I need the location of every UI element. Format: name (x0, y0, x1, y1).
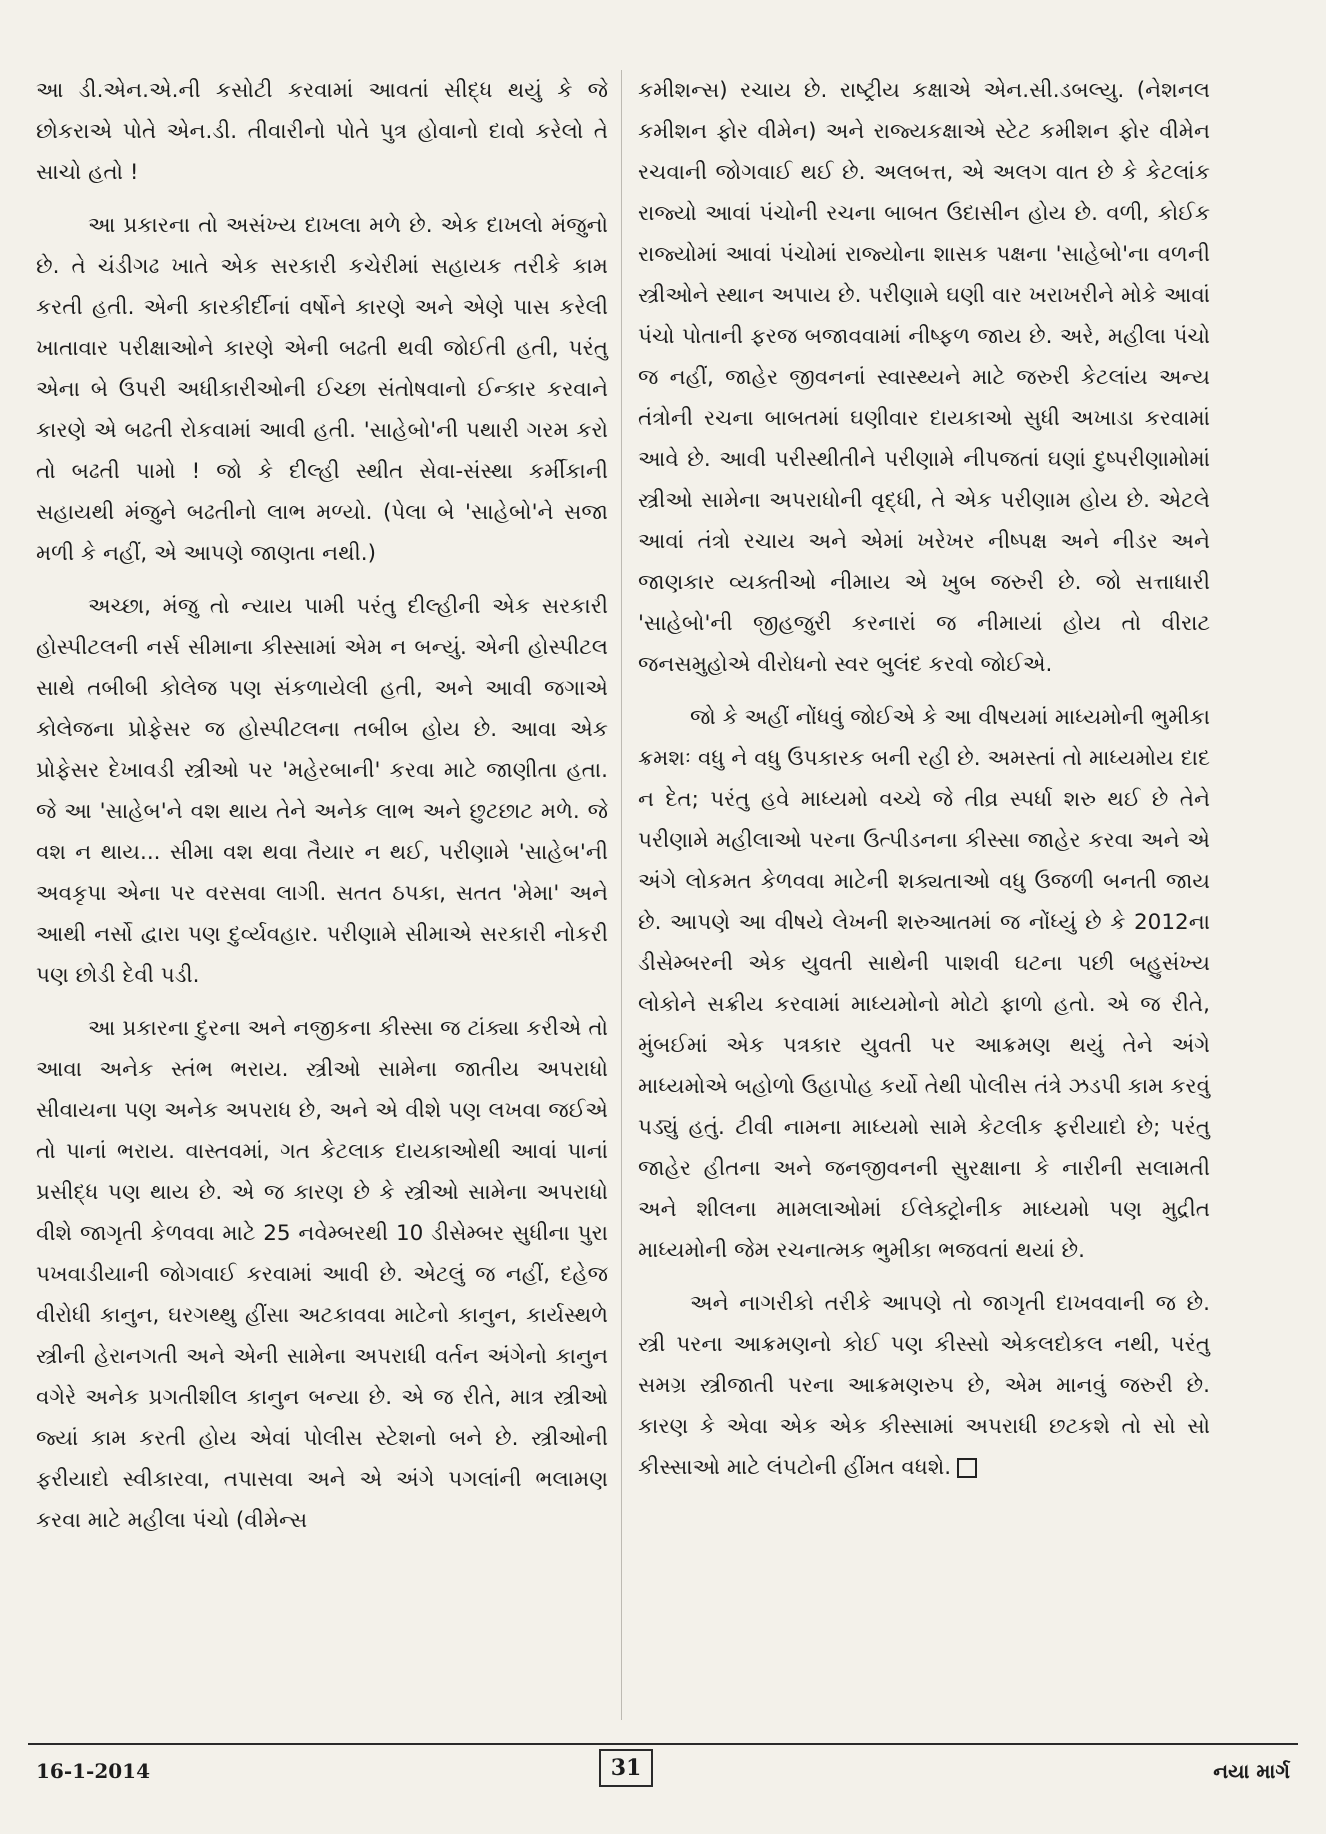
paragraph-text: અને નાગરીકો તરીકે આપણે તો જાગૃતી દાખવવાની જ છે. સ્ત્રી પરના આક્રમણનો કોઈ પણ કીસ્સો એકલદોકલ નથી, પરંતુ સમગ્ર સ્ત્રીજાતી પરના આક્રમણરુપ છે, એમ માનવું જરુરી છે. કારણ કે એવા એક એક કીસ્સામાં અપરાધી છટકશે તો સો સો કીસ્સાઓ માટે લંપટોની હીંમત વધશે. (638, 1291, 1210, 1480)
paragraph-final (638, 1283, 1210, 1488)
paragraph: આ ડી.એન.એ.ની કસોટી કરવામાં આવતાં સીદ્ધ થયું કે જે છોકરાએ પોતે એન.ડી. તીવારીનો પોતે પુત્ર હોવાનો દાવો કરેલો તે સાચો હતો ! (36, 78, 608, 185)
left-column (36, 70, 608, 1553)
footer-rule (28, 1743, 1298, 1745)
column-divider (621, 70, 622, 1720)
end-mark-icon (957, 1458, 977, 1478)
page-number: 31 (599, 1749, 653, 1787)
right-column (638, 70, 1210, 1500)
magazine-name: નયા માર્ગ (1213, 1759, 1290, 1783)
paragraph: કમીશન્સ) રચાય છે. રાષ્ટ્રીય કક્ષાએ એન.સી.ડબલ્યુ. (નેશનલ કમીશન ફોર વીમેન) અને રાજ્યકક્ષાએ સ્ટેટ કમીશન ફોર વીમેન રચવાની જોગવાઈ થઈ છે. અલબત્ત, એ અલગ વાત છે કે કેટલાંક રાજ્યો આવાં પંચોની રચના બાબત ઉદાસીન હોય છે. વળી, કોઈક રાજ્યોમાં આવાં પંચોમાં રાજ્યોના શાસક પક્ષના 'સાહેબો'ના વળની સ્ત્રીઓને સ્થાન અપાય છે. પરીણામે ઘણી વાર ખરાખરીને મોકે આવાં પંચો પોતાની ફરજ બજાવવામાં નીષ્ફળ જાય છે. અરે, મહીલા પંચો જ નહીં, જાહેર જીવનનાં સ્વાસ્થ્યને માટે જરુરી કેટલાંય અન્ય તંત્રોની રચના બાબતમાં ઘણીવાર દાયકાઓ સુધી અખાડા કરવામાં આવે છે. આવી પરીસ્થીતીને પરીણામે નીપજતાં ઘણાં દુષ્પરીણામોમાં સ્ત્રીઓ સામેના અપરાધોની વૃદ્ધી, તે એક પરીણામ હોય છે. એટલે આવાં તંત્રો રચાય અને એમાં ખરેખર નીષ્પક્ષ અને નીડર અને જાણકાર વ્યક્તીઓ નીમાય એ ખુબ જરુરી છે. જો સત્તાધારી 'સાહેબો'ની જીહજુરી કરનારાં જ નીમાયાં હોય તો વીરાટ જનસમુહોએ વીરોધનો સ્વર બુલંદ કરવો જોઈએ. (638, 78, 1210, 677)
page-footer (28, 1743, 1298, 1795)
paragraph: જો કે અહીં નોંધવું જોઈએ કે આ વીષયમાં માધ્યમોની ભુમીકા ક્રમશઃ વધુ ને વધુ ઉપકારક બની રહી છે. અમસ્તાં તો માધ્યમોય દાદ ન દેત; પરંતુ હવે માધ્યમો વચ્ચે જે તીવ્ર સ્પર્ધા શરુ થઈ છે તેને પરીણામે મહીલાઓ પરના ઉત્પીડનના કીસ્સા જાહેર કરવા અને એ અંગે લોકમત કેળવવા માટેની શક્યતાઓ વધુ ઉજળી બનતી જાય છે. આપણે આ વીષયે લેખની શરુઆતમાં જ નોંધ્યું છે કે 2012ના ડીસેમ્બરની એક યુવતી સાથેની પાશવી ઘટના પછી બહુસંખ્ય લોકોને સક્રીય કરવામાં માધ્યમોનો મોટો ફાળો હતો. એ જ રીતે, મુંબઈમાં એક પત્રકાર યુવતી પર આક્રમણ થયું તેને અંગે માધ્યમોએ બહોળો ઉહાપોહ કર્યો તેથી પોલીસ તંત્રે ઝડપી કામ કરવું પડ્યું હતું. ટીવી નામના માધ્યમો સામે કેટલીક ફરીયાદો છે; પરંતુ જાહેર હીતના અને જનજીવનની સુરક્ષાના કે નારીની સલામતી અને શીલના મામલાઓમાં ઈલેક્ટ્રોનીક માધ્યમો પણ મુદ્રીત માધ્યમોની જેમ રચનાત્મક ભુમીકા ભજવતાં થયાં છે. (638, 705, 1211, 1263)
issue-date: 16-1-2014 (36, 1759, 151, 1783)
paragraph: આ પ્રકારના તો અસંખ્ય દાખલા મળે છે. એક દાખલો મંજુનો છે. તે ચંડીગઢ ખાતે એક સરકારી કચેરીમાં સહાયક તરીકે કામ કરતી હતી. એની કારકીર્દીનાં વર્ષોને કારણે અને એણે પાસ કરેલી ખાતાવાર પરીક્ષાઓને કારણે એની બઢતી થવી જોઈતી હતી, પરંતુ એના બે ઉપરી અધીકારીઓની ઈચ્છા સંતોષવાનો ઈન્કાર કરવાને કારણે એ બઢતી રોકવામાં આવી હતી. 'સાહેબો'ની પથારી ગરમ કરો તો બઢતી પામો ! જો કે દીલ્હી સ્થીત સેવા-સંસ્થા કર્મીકાની સહાયથી મંજુને બઢતીનો લાભ મળ્યો. (પેલા બે 'સાહેબો'ને સજા મળી કે નહીં, એ આપણે જાણતા નથી.) (36, 213, 608, 566)
paragraph: આ પ્રકારના દુરના અને નજીકના કીસ્સા જ ટાંક્યા કરીએ તો આવા અનેક સ્તંભ ભરાય. સ્ત્રીઓ સામેના જાતીય અપરાધો સીવાયના પણ અનેક અપરાધ છે, અને એ વીશે પણ લખવા જઈએ તો પાનાં ભરાય. વાસ્તવમાં, ગત કેટલાક દાયકાઓથી આવાં પાનાં પ્રસીદ્ધ પણ થાય છે. એ જ કારણ છે કે સ્ત્રીઓ સામેના અપરાધો વીશે જાગૃતી કેળવવા માટે 25 નવેમ્બરથી 10 ડીસેમ્બર સુધીના પુરા પખવાડીયાની જોગવાઈ કરવામાં આવી છે. એટલું જ નહીં, દહેજ વીરોધી કાનુન, ઘરગથ્થુ હીંસા અટકાવવા માટેનો કાનુન, કાર્યસ્થળે સ્ત્રીની હેરાનગતી અને એની સામેના અપરાધી વર્તન અંગેનો કાનુન વગેરે અનેક પ્રગતીશીલ કાનુન બન્યા છે. એ જ રીતે, માત્ર સ્ત્રીઓ જ્યાં કામ કરતી હોય એવાં પોલીસ સ્ટેશનો બને છે. સ્ત્રીઓની ફરીયાદો સ્વીકારવા, તપાસવા અને એ અંગે પગલાંની ભલામણ કરવા માટે મહીલા પંચો (વીમેન્સ (36, 1016, 608, 1533)
paragraph: અચ્છા, મંજુ તો ન્યાય પામી પરંતુ દીલ્હીની એક સરકારી હોસ્પીટલની નર્સ સીમાના કીસ્સામાં એમ ન બન્યું. એની હોસ્પીટલ સાથે તબીબી કોલેજ પણ સંકળાયેલી હતી, અને આવી જગાએ કોલેજના પ્રોફેસર જ હોસ્પીટલના તબીબ હોય છે. આવા એક પ્રોફેસર દેખાવડી સ્ત્રીઓ પર 'મહેરબાની' કરવા માટે જાણીતા હતા. જે આ 'સાહેબ'ને વશ થાય તેને અનેક લાભ અને છુટછાટ મળે. જે વશ ન થાય... સીમા વશ થવા તૈયાર ન થઈ, પરીણામે 'સાહેબ'ની અવકૃપા એના પર વરસવા લાગી. સતત ઠપકા, સતત 'મેમા' અને આથી નર્સો દ્વારા પણ દુર્વ્યવહાર. પરીણામે સીમાએ સરકારી નોકરી પણ છોડી દેવી પડી. (36, 594, 608, 988)
